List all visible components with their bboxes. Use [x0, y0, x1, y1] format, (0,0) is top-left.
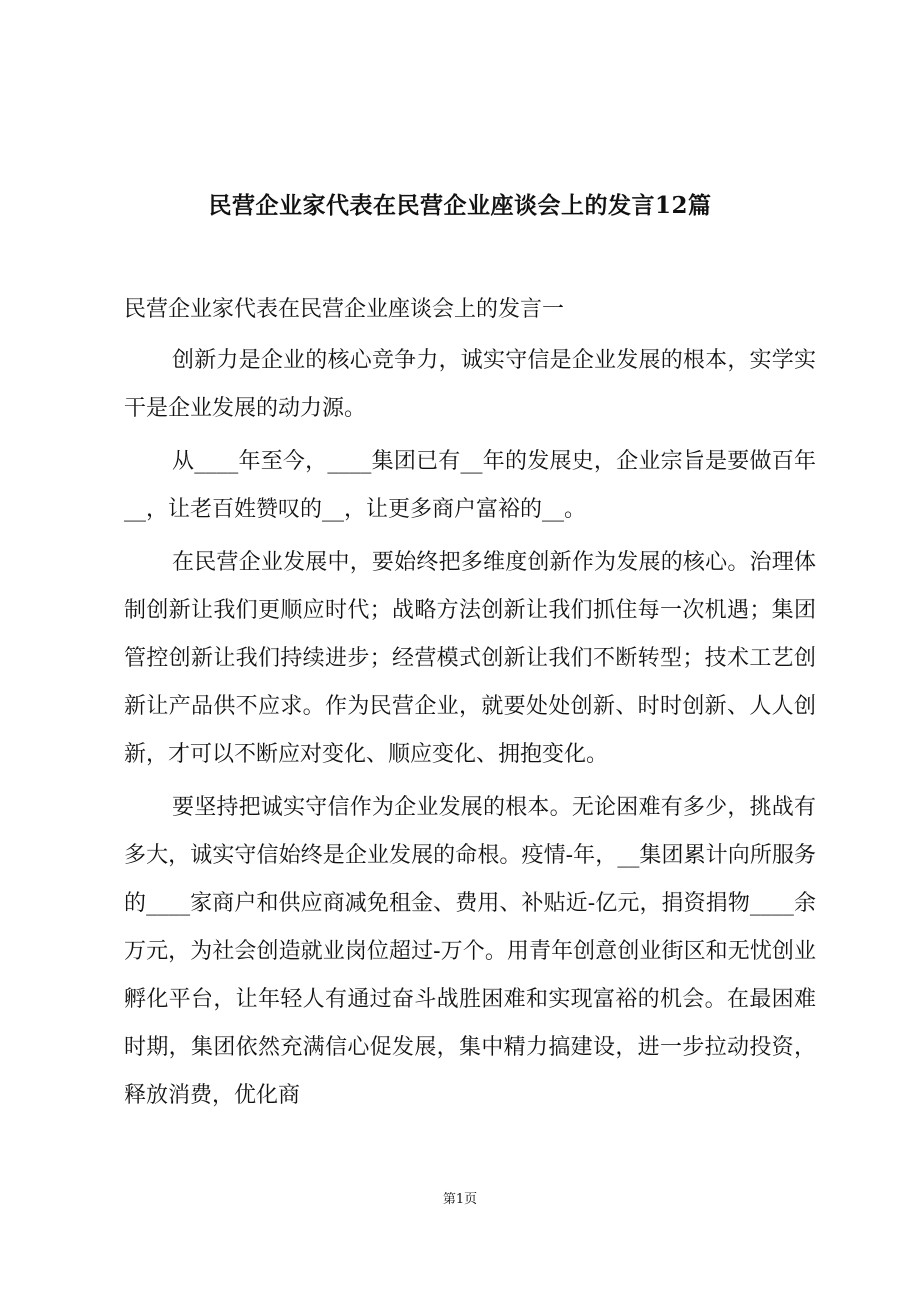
paragraph: 在民营企业发展中，要始终把多维度创新作为发展的核心。治理体制创新让我们更顺应时代；战略方法创新让我们抓住每一次机遇；集团管控创新让我们持续进步；经营模式创新让我们不断转型；技术工艺创新让产品供不应求。作为民营企业，就要处处创新、时时创新、人人创新，才可以不断应对变化、顺应变化、拥抱变化。: [124, 550, 816, 767]
paragraph: 创新力是企业的核心竞争力，诚实守信是企业发展的根本，实学实干是企业发展的动力源。: [124, 348, 816, 421]
document-title: 民营企业家代表在民营企业座谈会上的发言12篇: [208, 192, 712, 219]
document-body: [124, 337, 816, 1125]
paragraph: 从____年至今，____集团已有__年的发展史，企业宗旨是要做百年__，让老百姓赞叹的__，让更多商户富裕的__。: [124, 449, 816, 522]
section-heading: 民营企业家代表在民营企业座谈会上的发言一: [124, 297, 565, 322]
paragraph: 要坚持把诚实守信作为企业发展的根本。无论困难有多少，挑战有多大，诚实守信始终是企业发展的命根。疫情-年，__集团累计向所服务的____家商户和供应商减免租金、费用、补贴近-亿元，捐资捐物____余万元，为社会创造就业岗位超过-万个。用青年创意创业街区和无忧创业孵化平台，让年轻人有通过奋斗战胜困难和实现富裕的机会。在最困难时期，集团依然充满信心促发展，集中精力搞建设，进一步拉动投资，释放消费，优化商: [124, 795, 816, 1108]
page-number: 第1页: [442, 1192, 478, 1207]
